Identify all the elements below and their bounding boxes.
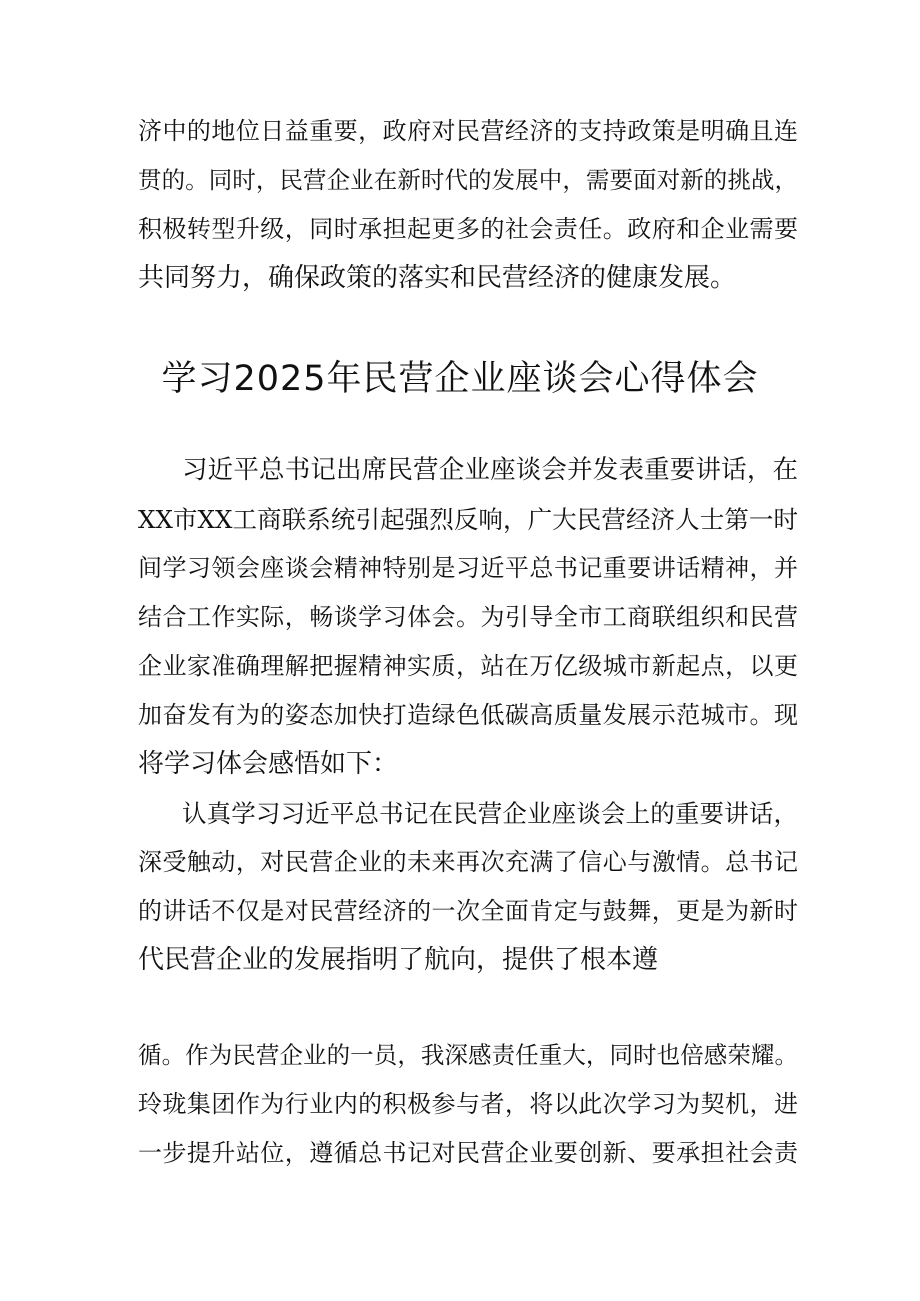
text-line: 贯的。同时，民营企业在新时代的发展中，需要面对新的挑战， — [138, 166, 798, 194]
text-line: 将学习体会感悟如下： — [138, 749, 399, 779]
text-line: 积极转型升级，同时承担起更多的社会责任。政府和企业需要 — [138, 215, 798, 243]
text-line: XX市XX工商联系统引起强烈反响，广大民营经济人士第一时 — [138, 505, 798, 534]
text-line: 习近平总书记出席民营企业座谈会并发表重要讲话，在 — [182, 455, 798, 485]
text-line: 玲珑集团作为行业内的积极参与者，将以此次学习为契机，进 — [138, 1090, 798, 1118]
text-line: 企业家准确理解把握精神实质，站在万亿级城市新起点，以更 — [138, 652, 798, 680]
text-line: 结合工作实际，畅谈学习体会。为引导全市工商联组织和民营 — [138, 603, 798, 631]
document-title: 学习2025年民营企业座谈会心得体会 — [161, 359, 759, 399]
text-line: 代民营企业的发展指明了航向，提供了根本遵 — [138, 945, 659, 975]
paragraph-2 — [138, 789, 798, 985]
text-line: 一步提升站位，遵循总书记对民营企业要创新、要承担社会责 — [138, 1139, 798, 1167]
text-line: 加奋发有为的姿态加快打造绿色低碳高质量发展示范城市。现 — [138, 701, 798, 729]
paragraph-3 — [138, 1031, 798, 1178]
paragraph-1 — [138, 446, 798, 789]
continuation-paragraph — [138, 107, 798, 303]
text-line: 的讲话不仅是对民营经济的一次全面肯定与鼓舞，更是为新时 — [138, 897, 798, 925]
text-line: 认真学习习近平总书记在民营企业座谈会上的重要讲话， — [182, 799, 798, 828]
text-line: 共同努力，确保政策的落实和民营经济的健康发展。 — [138, 263, 737, 293]
text-line: 循。作为民营企业的一员，我深感责任重大，同时也倍感荣耀。 — [138, 1041, 798, 1069]
text-line: 间学习领会座谈会精神特别是习近平总书记重要讲话精神，并 — [138, 554, 798, 582]
text-line: 深受触动，对民营企业的未来再次充满了信心与激情。总书记 — [138, 848, 798, 876]
text-line: 济中的地位日益重要，政府对民营经济的支持政策是明确且连 — [138, 117, 798, 145]
